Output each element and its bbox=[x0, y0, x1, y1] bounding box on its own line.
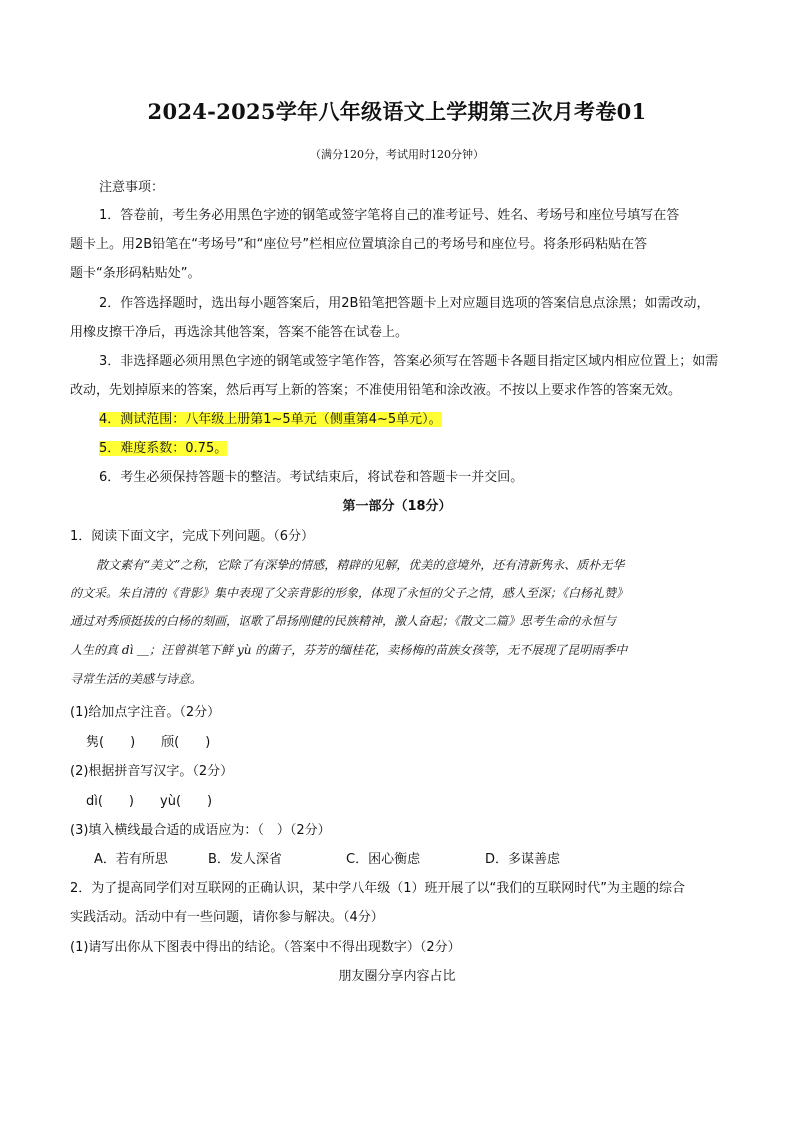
question-1-sub-2: (2)根据拼音写汉字。（2分） bbox=[70, 764, 234, 779]
question-1-sub-2-answer-blanks: dì( ) yù( ) bbox=[86, 794, 213, 809]
notice-item-2-line-2: 用橡皮擦干净后，再选涂其他答案，答案不能答在试卷上。 bbox=[70, 325, 409, 340]
exam-subtitle: （满分120分，考试用时120分钟） bbox=[310, 148, 484, 161]
notice-item-3-line-2: 改动，先划掉原来的答案，然后再写上新的答案；不准使用铅笔和涂改液。不按以上要求作答的答案无效。 bbox=[70, 383, 682, 398]
question-1-sub-1: (1)给加点字注音。（2分） bbox=[70, 705, 221, 720]
passage-line-5: 寻常生活的美感与诗意。 bbox=[70, 672, 203, 686]
option-b: B．发人深省 bbox=[208, 852, 282, 867]
chart-title: 朋友圈分享内容占比 bbox=[338, 969, 456, 984]
passage-line-1: 散文素有“美文”之称，它除了有深挚的情感，精辟的见解，优美的意境外，还有清新隽永、质朴无华 bbox=[96, 558, 625, 572]
notice-item-1-line-2: 题卡上。用2B铅笔在“考场号”和“座位号”栏相应位置填涂自己的考场号和座位号。将条形码粘贴在答 bbox=[70, 237, 648, 252]
notice-item-1-line-3: 题卡“条形码粘贴处”。 bbox=[70, 266, 201, 281]
notice-item-6: 6．考生必须保持答题卡的整洁。考试结束后，将试卷和答题卡一并交回。 bbox=[99, 470, 524, 485]
page-title: 2024-2025学年八年级语文上学期第三次月考卷01 bbox=[147, 99, 647, 124]
question-1-sub-3: (3)填入横线最合适的成语应为：（ ）（2分） bbox=[70, 823, 331, 838]
question-2-stem-line-2: 实践活动。活动中有一些问题，请你参与解决。（4分） bbox=[70, 910, 384, 925]
notice-item-3-line-1: 3．非选择题必须用黑色字迹的钢笔或签字笔作答，答案必须写在答题卡各题目指定区域内相应位置上；如需 bbox=[99, 354, 719, 369]
passage-line-3: 通过对秀颀挺拔的白杨的刻画，讴歌了昂扬刚健的民族精神，激人奋起；《散文二篇》思考生命的永恒与 bbox=[70, 614, 617, 628]
question-2-stem-line-1: 2．为了提高同学们对互联网的正确认识，某中学八年级（1）班开展了以“我们的互联网时代”为主题的综合 bbox=[70, 881, 686, 896]
question-1-sub-1-answer-blanks: 隽( ) 颀( ) bbox=[86, 735, 211, 750]
notice-item-5-highlighted: 5．难度系数：0.75。 bbox=[99, 441, 228, 456]
passage-line-2: 的文采。朱自清的《背影》集中表现了父亲背影的形象，体现了永恒的父子之情，感人至深；《白杨礼赞》 bbox=[70, 586, 629, 600]
option-d: D．多谋善虑 bbox=[485, 852, 561, 867]
notice-item-4-highlighted: 4．测试范围：八年级上册第1~5单元（侧重第4~5单元）。 bbox=[99, 412, 442, 427]
option-a: A．若有所思 bbox=[94, 852, 168, 867]
notice-item-2-line-1: 2．作答选择题时，选出每小题答案后，用2B铅笔把答题卡上对应题目选项的答案信息点涂黑；如需改动， bbox=[99, 296, 710, 311]
question-1-stem: 1．阅读下面文字，完成下列问题。（6分） bbox=[70, 529, 315, 544]
notice-item-1-line-1: 1．答卷前，考生务必用黑色字迹的钢笔或签字笔将自己的准考证号、姓名、考场号和座位号填写在答 bbox=[99, 208, 680, 223]
question-2-sub-1: (1)请写出你从下图表中得出的结论。（答案中不得出现数字）（2分） bbox=[70, 940, 461, 955]
option-c: C．困心衡虑 bbox=[346, 852, 421, 867]
passage-line-4: 人生的真 dì ＿；汪曾祺笔下鲜 yù 的菌子，芬芳的缅桂花，卖杨梅的苗族女孩等，无不展现了昆明雨季中 bbox=[70, 643, 628, 657]
notice-heading: 注意事项： bbox=[99, 180, 165, 195]
part-one-heading: 第一部分（18分） bbox=[342, 499, 452, 514]
